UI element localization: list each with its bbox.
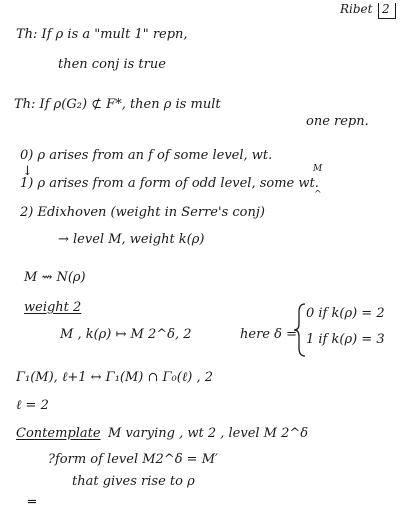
question-line: ?form of level M2^δ = M′ bbox=[48, 452, 218, 467]
delta-definition-label: here δ = bbox=[240, 327, 297, 342]
item-2-detail: → level M, weight k(ρ) bbox=[58, 232, 205, 247]
m-to-n-line: M ⇝ N(ρ) bbox=[24, 270, 86, 285]
item-1-caret: ^ bbox=[314, 190, 322, 200]
implies-arrow: ↓ bbox=[22, 164, 33, 179]
delta-case-1: 1 if k(ρ) = 3 bbox=[306, 332, 385, 347]
contemplate-heading: Contemplate bbox=[16, 426, 101, 441]
item-2: 2) Edixhoven (weight in Serre's conj) bbox=[20, 205, 265, 220]
gives-rise-line: that gives rise to ρ bbox=[72, 474, 195, 489]
delta-case-0: 0 if k(ρ) = 2 bbox=[306, 306, 385, 321]
theorem-2-line-1: Th: If ρ(G₂) ⊄ F*, then ρ is mult bbox=[14, 97, 221, 112]
left-brace bbox=[293, 302, 307, 358]
item-0: 0) ρ arises from an f of some level, wt. bbox=[20, 148, 273, 163]
theorem-1-line-2: then conj is true bbox=[58, 57, 166, 72]
ell-equals-2: ℓ = 2 bbox=[16, 398, 49, 413]
theorem-1-line-1: Th: If ρ is a "mult 1" repn, bbox=[16, 27, 188, 42]
double-underline-mark: ═ bbox=[28, 495, 36, 510]
contemplate-text: M varying , wt 2 , level M 2^δ bbox=[108, 426, 309, 441]
gamma-correspondence: Γ₁(M), ℓ+1 ↔ Γ₁(M) ∩ Γ₀(ℓ) , 2 bbox=[16, 370, 213, 385]
theorem-2-line-2: one repn. bbox=[306, 114, 369, 129]
page-number-box bbox=[378, 3, 396, 19]
item-1-insertion: M bbox=[313, 164, 323, 174]
page-number: 2 bbox=[382, 2, 390, 16]
weight-map-line: M , k(ρ) ↦ M 2^δ, 2 bbox=[60, 327, 192, 342]
item-1: 1) ρ arises from a form of odd level, some wt. bbox=[20, 176, 319, 191]
weight-2-heading: weight 2 bbox=[24, 300, 82, 315]
author-name: Ribet bbox=[340, 2, 373, 16]
